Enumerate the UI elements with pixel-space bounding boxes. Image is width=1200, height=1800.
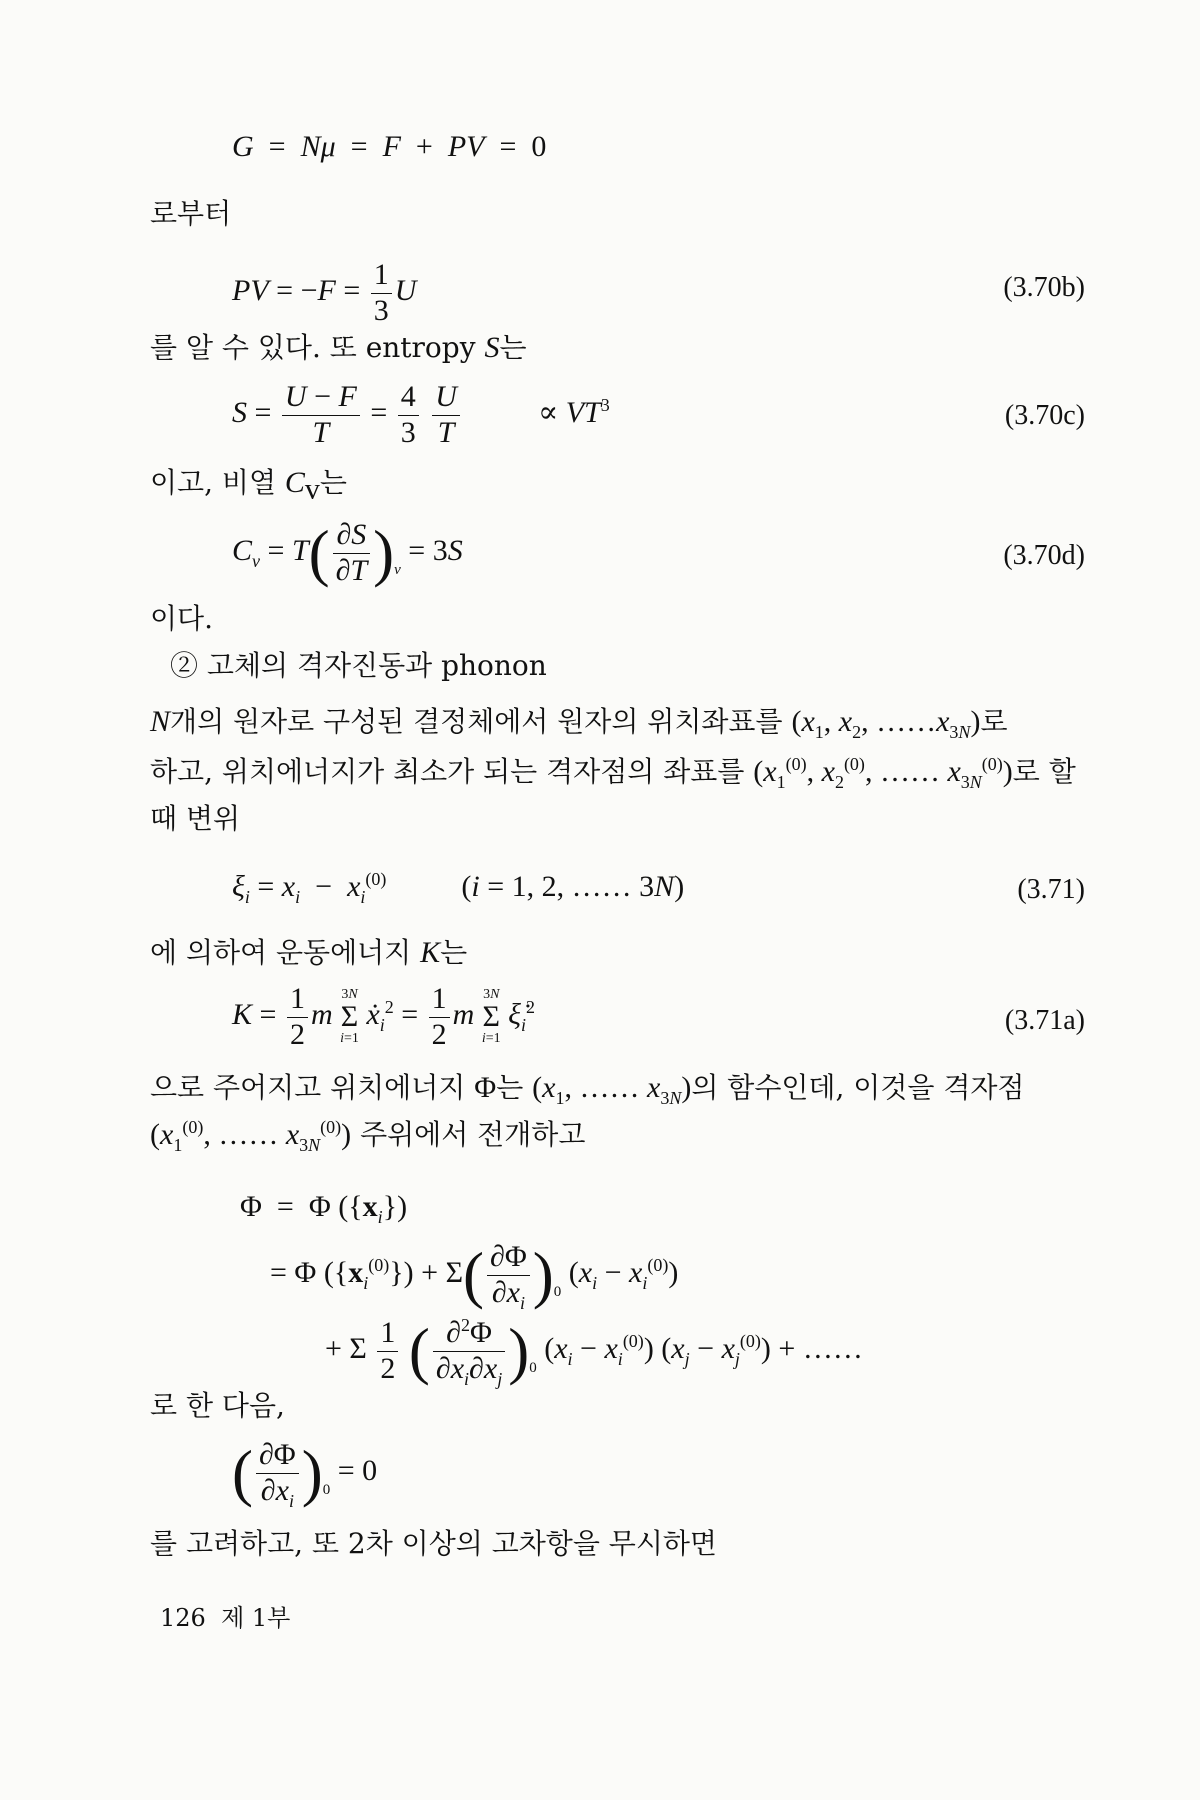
trailing-dots: + …… — [778, 1331, 863, 1365]
page-number: 126 — [160, 1604, 206, 1632]
text-segment: 는 — [496, 1071, 524, 1104]
equation-371a: K = $\frac{1}{2}$ m 3N Σ i=1 ẋ$_i^2$ = $\frac{1}{2}$ m 3N Σ i=1 $\xi̇_i^2$ — [232, 982, 536, 1051]
text-line: 이고, 비열 $C_v$는 — [150, 466, 347, 506]
dots: …… — [879, 755, 940, 788]
text-segment: 로 — [980, 705, 1008, 738]
equation-number: (3.70b) — [1003, 272, 1085, 303]
equation-370d: $C_v = T$( $\frac{\partial S}{\partial T}$ )$_v = 3S$ — [232, 518, 463, 588]
text-segment: 로 할 — [1012, 755, 1076, 788]
text-line: 로부터 — [150, 197, 232, 230]
equation-370b: PV = −F = $\frac{1}{3}$ U — [232, 258, 417, 327]
text-segment: 의 함수인데, 이것을 격자점 — [691, 1071, 1025, 1104]
text-segment: 개의 원자로 구성된 결정체에서 원자의 위치좌표를 — [170, 705, 783, 738]
equation-phi-1: Φ = Φ $(\{x_i\})$ — [240, 1190, 408, 1227]
equation-number: (3.71) — [1017, 874, 1085, 905]
text-line: 하고, 위치에너지가 최소가 되는 격자점의 좌표를 ($x_1^{(0)}$, $x_2^{(0)}$, …… $x_{3N}^{(0)}$)로 할 — [150, 754, 1076, 792]
text-segment: 에 의하여 운동에너지 — [150, 936, 412, 969]
equation-number: (3.70c) — [1004, 400, 1085, 431]
text-line: 를 고려하고, 또 2차 이상의 고차항을 무시하면 — [150, 1527, 717, 1560]
equation-gradient-zero: ( $\frac{\partial\Phi}{\partial x_i}$ )$_0 = 0$ — [232, 1438, 378, 1511]
equation-phi-3: + Σ $\frac{1}{2}$ ( $\frac{\partial^2\Phi}{\partial x_i\partial x_j}$ )$_0$ $(x_i - x_i^{(0)}) (x_j - x_j^{(0)})$ + …… — [325, 1315, 863, 1389]
text-segment: 이고, 비열 — [150, 466, 276, 499]
section-heading: ② 고체의 격자진동과 phonon — [170, 649, 547, 682]
text-line: 때 변위 — [150, 802, 241, 835]
text-segment: 를 알 수 있다. 또 entropy — [150, 331, 476, 364]
equation-gibbs: G = Nμ = F + PV = 0 — [232, 130, 547, 163]
text-segment: 는 — [440, 936, 468, 969]
equation-phi-2: = Φ $(\{x_i^{(0)}\}) + \Sigma$( $\frac{\partial\Phi}{\partial x_i}$ )$_0$ $(x_i - x_i^{(0)})$ — [270, 1240, 679, 1313]
dots: …… — [579, 1071, 640, 1104]
dots: …… — [876, 705, 937, 738]
text-segment: 는 — [499, 331, 527, 364]
page-footer — [160, 1598, 290, 1633]
text-segment: 하고, 위치에너지가 최소가 되는 격자점의 좌표를 — [150, 755, 745, 788]
text-line: 이다. — [150, 602, 213, 635]
dots: …… — [571, 870, 632, 903]
text-segment: 주위에서 전개하고 — [360, 1118, 586, 1151]
text-line: ($x_1^{(0)}$, …… $x_{3N}^{(0)}$) 주위에서 전개하고 — [150, 1117, 586, 1155]
text-segment: 는 — [319, 466, 347, 499]
text-line: 를 알 수 있다. 또 entropy S는 — [150, 331, 527, 364]
equation-number: (3.70d) — [1003, 540, 1085, 571]
equation-number: (3.71a) — [1004, 1005, 1085, 1036]
text-segment: 으로 주어지고 위치에너지 — [150, 1071, 466, 1104]
text-line: 에 의하여 운동에너지 K는 — [150, 936, 468, 969]
equation-370c: S = $\frac{U - F}{T}$ = $\frac{4}{3}$ $\frac{U}{T}$ ∝ $VT^3$ — [232, 380, 610, 449]
part-label: 제 1부 — [221, 1604, 291, 1632]
text-line: 로 한 다음, — [150, 1389, 285, 1422]
dots: …… — [218, 1118, 279, 1151]
equation-371: $\xi_i = x_i - x_i^{(0)}$ (i = 1, 2, …… 3N) — [232, 869, 685, 907]
text-line: 으로 주어지고 위치에너지 Φ는 ($x_1$, …… $x_{3N}$)의 함수인데, 이것을 격자점 — [150, 1071, 1025, 1108]
text-line: N개의 원자로 구성된 결정체에서 원자의 위치좌표를 ($x_1$, $x_2$, $\dots\dots x_{3N}$)로 — [150, 705, 1008, 742]
